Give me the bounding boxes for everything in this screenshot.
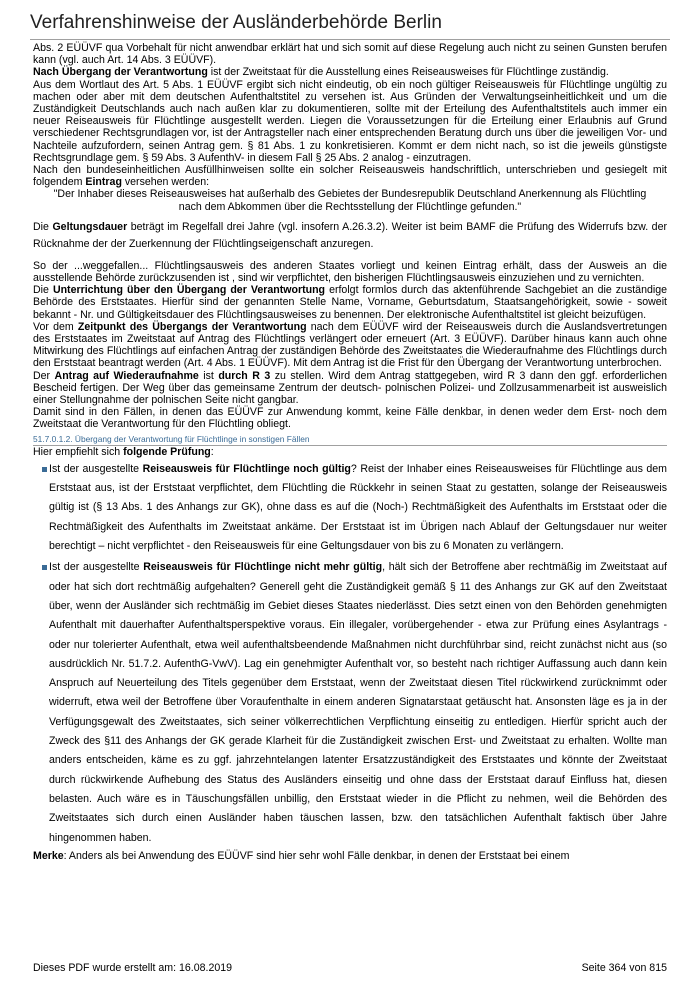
- paragraph: So der ...weggefallen... Flüchtlingsausweis des anderen Staates vorliegt und keinen Eintrag erhält, dass der Ausweis an die ausstellende Behörde zurückzusenden ist , sind wir verpflichtet, den bisherigen Flüchtlingsausweis einzuziehen und zu vernichten.: [33, 259, 667, 285]
- paragraph-text: : Anders als bei Anwendung des EÜÜVF sind hier sehr wohl Fälle denkbar, in denen der Erststaat bei einem: [63, 849, 570, 862]
- paragraph: [33, 66, 667, 78]
- creation-date: Dieses PDF wurde erstellt am: 16.08.2019: [33, 962, 233, 974]
- paragraph-text: versehen werden:: [121, 176, 210, 189]
- list-item-text: Ist der ausgestellte: [49, 561, 144, 574]
- page-header: [30, 10, 670, 40]
- paragraph-text: Hier empfiehlt sich: [33, 445, 124, 458]
- list-item-text: Ist der ausgestellte: [49, 462, 143, 475]
- bold-term: Reiseausweis für Flüchtlinge noch gültig: [142, 462, 351, 475]
- document-body: [33, 42, 667, 865]
- paragraph: [33, 370, 667, 407]
- page-number: Seite 364 von 815: [581, 962, 667, 974]
- quote: "Der Inhaber dieses Reiseausweises hat außerhalb des Gebietes der Bundesrepublik Deutschland Anerkennung als Flüchtling nach dem Abkommen über die Rechtsstellung der Flüchtlinge gefunden.": [53, 188, 647, 213]
- paragraph-text: :: [210, 445, 214, 458]
- paragraph: [33, 848, 667, 866]
- bold-term: Geltungsdauer: [52, 220, 128, 233]
- page-title: Verfahrenshinweise der Ausländerbehörde Berlin: [30, 12, 442, 33]
- paragraph-text: Nach den bundeseinheitlichen Ausfüllhinweisen sollte ein solcher Reiseausweis handschriftlich, unterschrieben und gesiegelt mit folgendem: [33, 164, 667, 189]
- list-item-text: , hält sich der Betroffene aber rechtmäßig im Zweitstaat auf oder hat sich dort rechtmäßig aufgehalten? Generell geht die Zuständigkeit gemäß § 11 des Anhangs zur GK auf den Zweitstaat über, wenn der Ausländer sich rechtmäßig im Gebiet dieses Staates niederlässt. Dies setzt einen von den Behörden genehmigten Aufenthalt mit dauerhafter Aufenthaltsperspektive voraus. Ein illegaler, vorübergehender - etwa zur Prüfung eines Asylantrags - oder nur tolerierter Aufenthalt, etwa weil aufenthaltsbeendende Maßnahmen nicht durchführbar sind, reicht zunächst nicht aus (so ausdrücklich Nr. 51.7.2. AufenthG-VwV). Lag ein genehmigter Aufenthalt vor, so besteht nach richtiger Auffassung auch dann kein Anspruch auf Neuerteilung des Titels gegenüber dem Erststaat, wenn der Zweitstaat diesen Titel rückwirkend zurücknimmt oder widerruft, etwa weil der Betroffene über Voraufenthalte in einem anderen Signatarstaat getäuscht hat. Ansonsten läge es ja in der Verfügungsgewalt des Zweitstaates, sich seiner völkerrechtlichen Verpflichtung einseitig zu entledigen. Hierfür spricht auch der Zweck des §11 des Anhangs der GK gerade Klarheit für die Zuständigkeit zwischen Erst- und Zweitstaat zu erhalten. Wollte man anders entscheiden, käme es zu ggf. jahrzehntelangen latenter Ersatzzuständigkeit des Erststaates und könnte der Zweitstaat durch rückwirkende Aufhebung des Status des Ausländers einseitig und ohne dass der Erststaat darauf Einfluss hat, diesen belasten. Auch wäre es in Täuschungsfällen unbillig, den Erststaat wieder in die Pflicht zu nehmen, weil die Behörden des Zweitstaates sich durch einen Ausländer haben täuschen lassen, bzw. den tatsächlichen Aufenthalt faktisch über Jahre hingenommen haben.: [49, 561, 667, 844]
- paragraph: [33, 321, 667, 370]
- bold-term: Eintrag: [85, 176, 122, 189]
- paragraph: [33, 284, 667, 321]
- bold-term: Merke: [33, 849, 64, 862]
- paragraph-text: nach dem EÜÜVF wird der Reiseausweis durch die Auslandsvertretungen des Erststaates im Zweitstaat auf Antrag des Flüchtlings verlängert oder erneuert (Art. 3 EÜÜVF). Darüber hinaus kann auch ohne Mitwirkung des Flüchtlings auf einfachen Antrag der zuständigen Behörde des Zweitstaates die Wiederaufnahme des Flüchtlings durch den Erststaat beantragt werden (Art. 4 Abs. 1 EÜÜVF). Mit dem Antrag ist die Frist für den Übergang der Verantwortung unterbrochen.: [33, 320, 667, 370]
- square-bullet-icon: [42, 467, 47, 472]
- bold-term: folgende Prüfung: [123, 445, 211, 458]
- section-heading-link[interactable]: 51.7.0.1.2. Übergang der Verantwortung für Flüchtlinge in sonstigen Fällen: [33, 433, 667, 446]
- paragraph: Abs. 2 EÜÜVF qua Vorbehalt für nicht anwendbar erklärt hat und sich somit auf diese Regelung auch nicht zu seinen Gunsten berufen kann (vgl. auch Art. 14 Abs. 3 EÜÜVF).: [33, 42, 667, 67]
- paragraph-text: Die: [33, 284, 53, 297]
- paragraph: [33, 219, 667, 254]
- paragraph-text: erfolgt formlos durch das aktenführende Sachgebiet an die zuständige Behörde des Erststaates. Hierfür sind der genannten Stelle Name, Vorname, Geburtsdatum, Staatsangehörigkeit, sowie - soweit bekannt - Nr. und Gültigkeitsdauer des Flüchtlingsausweises zu benennen. Der elektronische Aufenthaltstitel ist gleicht beizufügen.: [33, 284, 667, 321]
- bold-term: Reiseausweis für Flüchtlinge nicht mehr gültig: [143, 561, 383, 574]
- paragraph: Aus dem Wortlaut des Art. 5 Abs. 1 EÜÜVF ergibt sich nicht eindeutig, ob ein noch gültiger Reiseausweis für Flüchtlinge ungültig zu machen oder aber mit dem deutschen Aufenthaltstitel zu versehen ist. Aus Gründen der Verwaltungseinheitlichkeit und um die Zuständigkeit Deutschlands auch nach außen klar zu dokumentieren, sollte mit der Erteilung des Aufenthaltstitels auch immer ein neuer Reiseausweis für Flüchtlinge ausgestellt werden. Liegen die Voraussetzungen für die Erteilung einer Erlaubnis auf Grund verschiedener Rechtsgrundlagen vor, ist der Antragsteller nach einer entsprechenden Beratung durch uns über die jeweiligen Vor- und Nachteile aufzufordern, seinen Antrag gem. § 81 Abs. 1 zu konkretisieren. Kommt er dem nicht nach, so ist die jeweils günstigste Rechtsgrundlage gem. § 59 Abs. 3 AufenthV- in diesem Fall § 25 Abs. 2 analog - einzutragen.: [33, 78, 667, 164]
- list-item-text: ? Reist der Inhaber eines Reiseausweises für Flüchtlinge aus dem Erststaat aus, ist der Erststaat verpflichtet, dem Flüchtling die Rückkehr in seinen Staat zu gestatten, solange der Reiseausweis gültig ist (§ 13 Abs. 1 des Anhangs zur GK), ohne dass es auf die (Noch-) Rechtmäßigkeit des Aufenthalts im Erststaat oder die Rechtmäßigkeit des Aufenthalts im Zweitstaat ankäme. Der Erststaat ist im Übrigen nach Ablauf der Geltungsdauer nur weiter berechtigt – nicht verpflichtet - den Reiseausweis für eine Geltungsdauer von bis zu 6 Monaten zu verlängern.: [49, 462, 667, 553]
- bold-term: Unterrichtung über den Übergang der Verantwortung: [52, 284, 326, 297]
- paragraph: [33, 446, 667, 458]
- bold-term: Zeitpunkt des Übergangs der Verantwortung: [77, 320, 307, 333]
- paragraph: [33, 164, 667, 188]
- paragraph-text: zu stellen. Wird dem Antrag stattgegeben, wird R 3 dann den ggf. erforderlichen Bescheid fertigen. Der Weg über das gemeinsame Zentrum der deutsch- polnischen Polizei- und Zollzusammenarbeit ist ausweislich einer Stellungnahme der polnischen Seite nicht gangbar.: [33, 369, 667, 407]
- bold-term: durch R 3: [218, 369, 271, 382]
- paragraph-text: Die: [33, 220, 53, 233]
- paragraph-text: beträgt im Regelfall drei Jahre (vgl. insofern A.26.3.2). Weiter ist beim BAMF die Prüfung des Widerrufs bzw. der Rücknahme der der Zuerkennung der Flüchtlingseigenschaft anzuregen.: [33, 220, 667, 251]
- bold-term: Antrag auf Wiederaufnahme: [54, 369, 199, 382]
- page-footer: [33, 962, 667, 974]
- paragraph-text: Der: [33, 369, 55, 382]
- paragraph-text: Vor dem: [33, 320, 78, 333]
- list-item: [33, 460, 667, 556]
- square-bullet-icon: [42, 565, 47, 570]
- paragraph-text: ist: [198, 369, 219, 382]
- list-item: [33, 558, 667, 847]
- paragraph: Damit sind in den Fällen, in denen das EÜÜVF zur Anwendung kommt, keine Fälle denkbar, in denen weder dem Erst- noch dem Zweitstaat die Verantwortung für den Flüchtling obliegt.: [33, 406, 667, 431]
- bold-term: Nach Übergang der Verantwortung: [33, 66, 208, 79]
- paragraph-text: ist der Zweitstaat für die Ausstellung eines Reiseausweises für Flüchtlinge zuständig.: [207, 66, 609, 79]
